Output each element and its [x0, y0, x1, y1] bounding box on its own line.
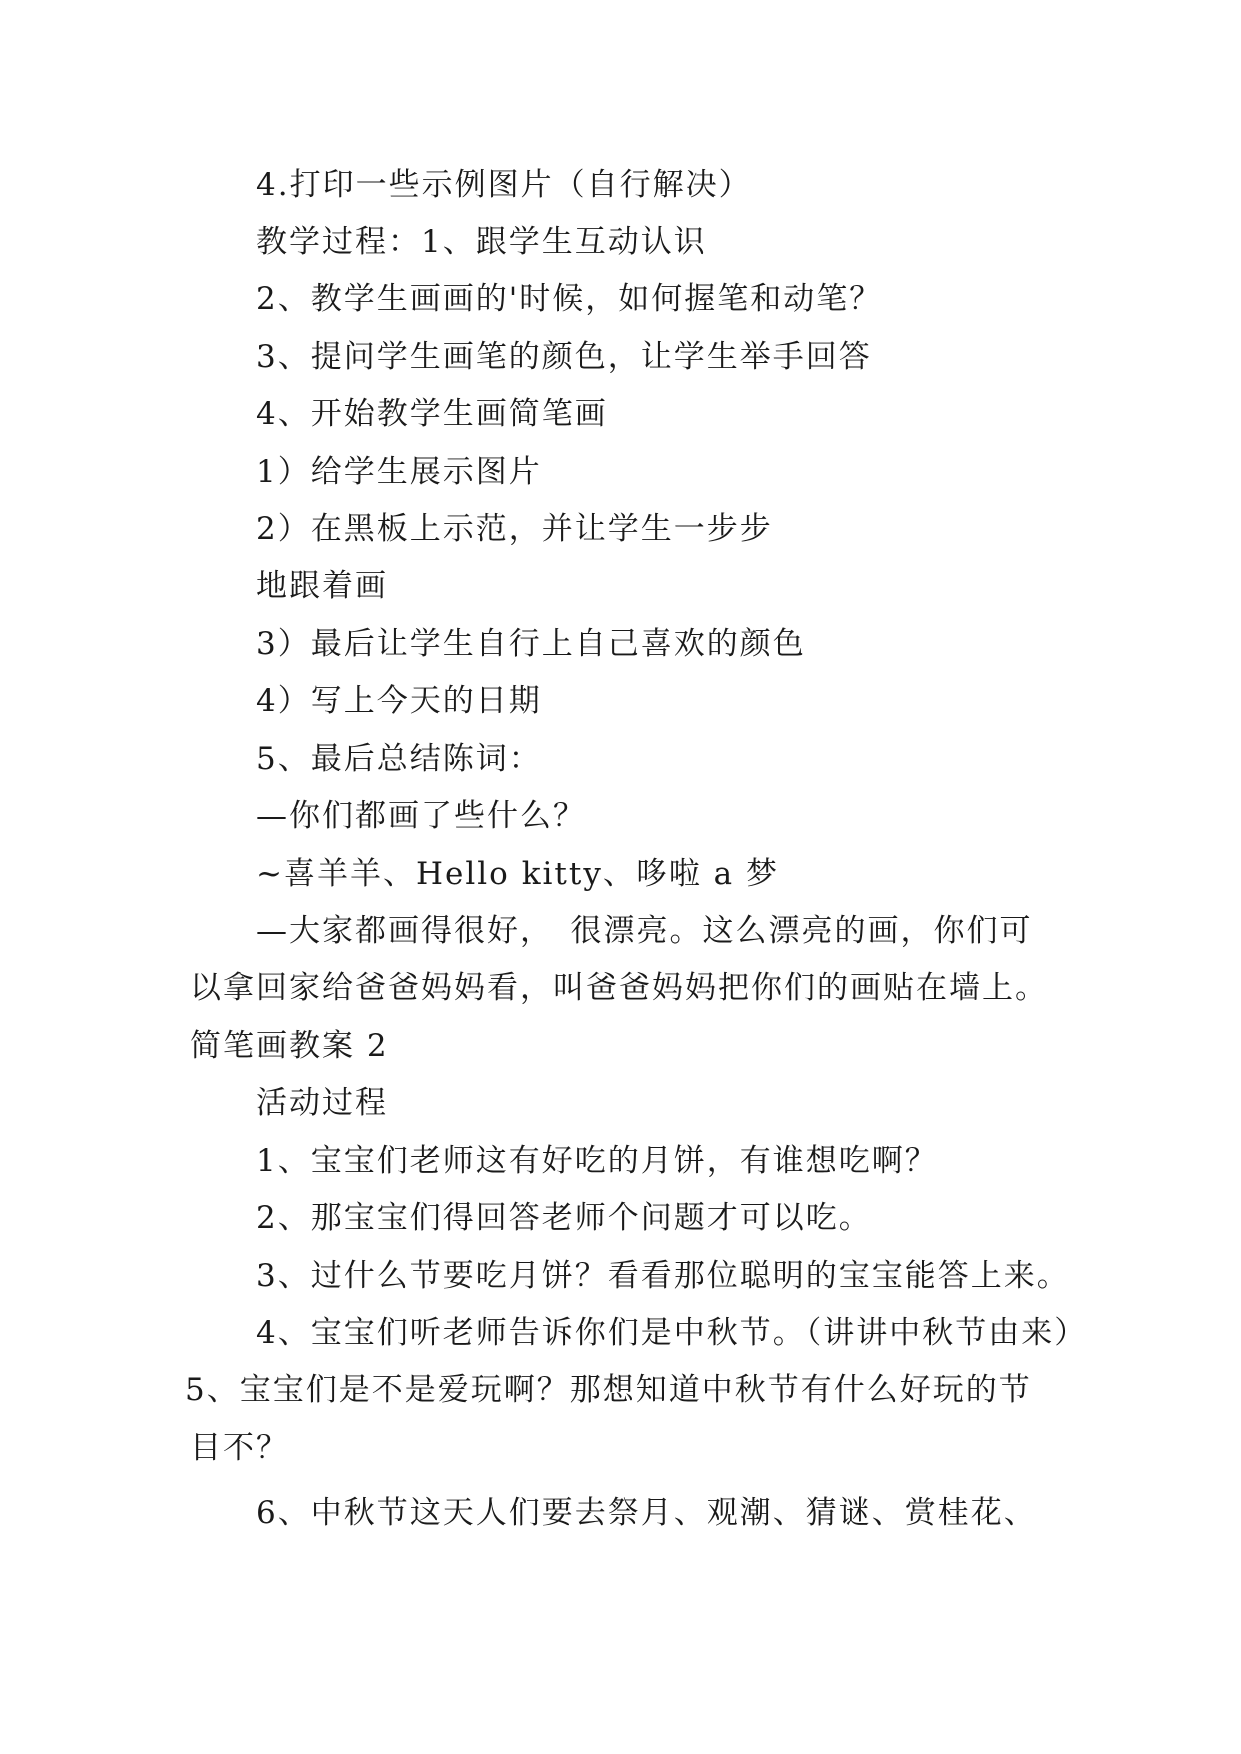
text-line-23: 目不？	[190, 1430, 289, 1466]
text-line-17: 活动过程	[256, 1085, 388, 1121]
text-line-2: 教学过程：1、跟学生互动认识	[256, 224, 707, 260]
text-line-20: 3、过什么节要吃月饼？看看那位聪明的宝宝能答上来。	[256, 1258, 1070, 1294]
text-line-21: 4、宝宝们听老师告诉你们是中秋节。（讲讲中秋节由来）	[256, 1315, 1088, 1351]
text-line-7: 2）在黑板上示范，并让学生一步步	[256, 511, 773, 547]
text-line-1: 4.打印一些示例图片（自行解决）	[256, 167, 752, 203]
text-line-22: 5、宝宝们是不是爱玩啊？那想知道中秋节有什么好玩的节	[185, 1372, 1032, 1408]
text-line-3: 2、教学生画画的'时候，如何握笔和动笔？	[256, 281, 883, 317]
text-line-4: 3、提问学生画笔的颜色，让学生举手回答	[256, 339, 872, 375]
text-line-24: 6、中秋节这天人们要去祭月、观潮、猜谜、赏桂花、	[256, 1495, 1037, 1531]
text-line-15: 以拿回家给爸爸妈妈看，叫爸爸妈妈把你们的画贴在墙上。	[190, 970, 1048, 1006]
text-line-6: 1）给学生展示图片	[256, 454, 542, 490]
text-line-14: —大家都画得很好， 很漂亮。这么漂亮的画，你们可	[256, 913, 1033, 949]
text-line-8: 地跟着画	[256, 568, 388, 604]
text-line-19: 2、那宝宝们得回答老师个问题才可以吃。	[256, 1200, 872, 1236]
text-line-12: —你们都画了些什么？	[256, 798, 586, 834]
text-line-10: 4）写上今天的日期	[256, 683, 542, 719]
text-line-18: 1、宝宝们老师这有好吃的月饼，有谁想吃啊？	[256, 1143, 938, 1179]
text-line-5: 4、开始教学生画简笔画	[256, 396, 608, 432]
section-heading: 简笔画教案 2	[190, 1028, 389, 1064]
text-line-13: ~喜羊羊、Hello kitty、哆啦 a 梦	[256, 856, 780, 892]
text-line-11: 5、最后总结陈词：	[256, 741, 542, 777]
text-line-9: 3）最后让学生自行上自己喜欢的颜色	[256, 626, 806, 662]
